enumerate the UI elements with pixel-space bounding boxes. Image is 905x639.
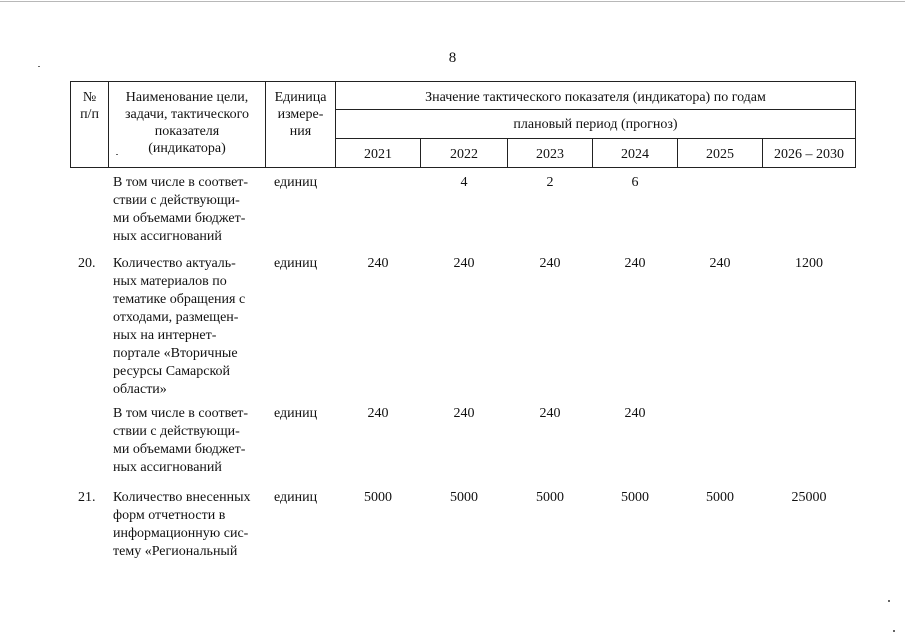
row-unit: единиц [274, 175, 318, 190]
row-value-2022: 4 [460, 175, 468, 190]
row-value-2023: 5000 [536, 490, 564, 505]
row-value-2022: 240 [453, 256, 475, 271]
row-value-2022: 5000 [450, 490, 478, 505]
row-value-2023: 240 [539, 406, 561, 421]
row-unit: единиц [274, 406, 318, 421]
header-unit-col: Единица измере- ния [274, 90, 327, 139]
page-top-rule [0, 1, 905, 2]
row-unit: единиц [274, 490, 318, 505]
row-name: В том числе в соответ- ствии с действующи- ми объемами бюджет- ных ассигнований [113, 406, 249, 475]
row-value-2026-2030: 1200 [795, 256, 823, 271]
header-year-2024: 2024 [621, 147, 649, 162]
scan-speck [893, 630, 895, 632]
table-border-right [855, 81, 856, 168]
row-value-2024: 240 [624, 256, 646, 271]
row-value-2025: 5000 [706, 490, 734, 505]
header-name-col: Наименование цели, задачи, тактического показателя (индикатора) [124, 90, 250, 156]
scan-speck [116, 154, 118, 155]
row-value-2022: 240 [453, 406, 475, 421]
header-number-col: № п/п [80, 90, 99, 122]
row-value-2021: 240 [367, 406, 389, 421]
header-year-2025: 2025 [706, 147, 734, 162]
row-name: Количество актуаль- ных материалов по тематике обращения с отходами, размещен- ных на интернет- портале «Вторичные ресурсы Самарской области» [113, 256, 246, 397]
scan-speck [888, 600, 890, 602]
page-number: 8 [448, 50, 457, 66]
row-value-2024: 240 [624, 406, 646, 421]
scan-speck [38, 66, 40, 67]
table-border-top [70, 81, 856, 82]
row-value-2026-2030: 25000 [791, 490, 827, 505]
header-values-col: Значение тактического показателя (индикатора) по годам [425, 90, 766, 105]
header-divider-plan [335, 138, 856, 139]
header-year-2021: 2021 [364, 147, 392, 162]
table-header-bottom [70, 167, 856, 168]
row-number: 20. [78, 256, 96, 271]
header-year-2023: 2023 [536, 147, 564, 162]
row-value-2023: 2 [546, 175, 554, 190]
header-plan-period: плановый период (прогноз) [513, 117, 678, 132]
row-value-2023: 240 [539, 256, 561, 271]
row-value-2025: 240 [709, 256, 731, 271]
row-value-2024: 6 [631, 175, 639, 190]
row-value-2021: 5000 [364, 490, 392, 505]
row-name: Количество внесенных форм отчетности в информационную сис- тему «Региональный [113, 490, 251, 559]
header-year-2022: 2022 [450, 147, 478, 162]
row-value-2024: 5000 [621, 490, 649, 505]
row-unit: единиц [274, 256, 318, 271]
row-name: В том числе в соответ- ствии с действующи- ми объемами бюджет- ных ассигнований [113, 175, 249, 244]
row-value-2021: 240 [367, 256, 389, 271]
row-number: 21. [78, 490, 96, 505]
header-year-2026-2030: 2026 – 2030 [774, 147, 844, 162]
header-divider-values [335, 109, 856, 110]
